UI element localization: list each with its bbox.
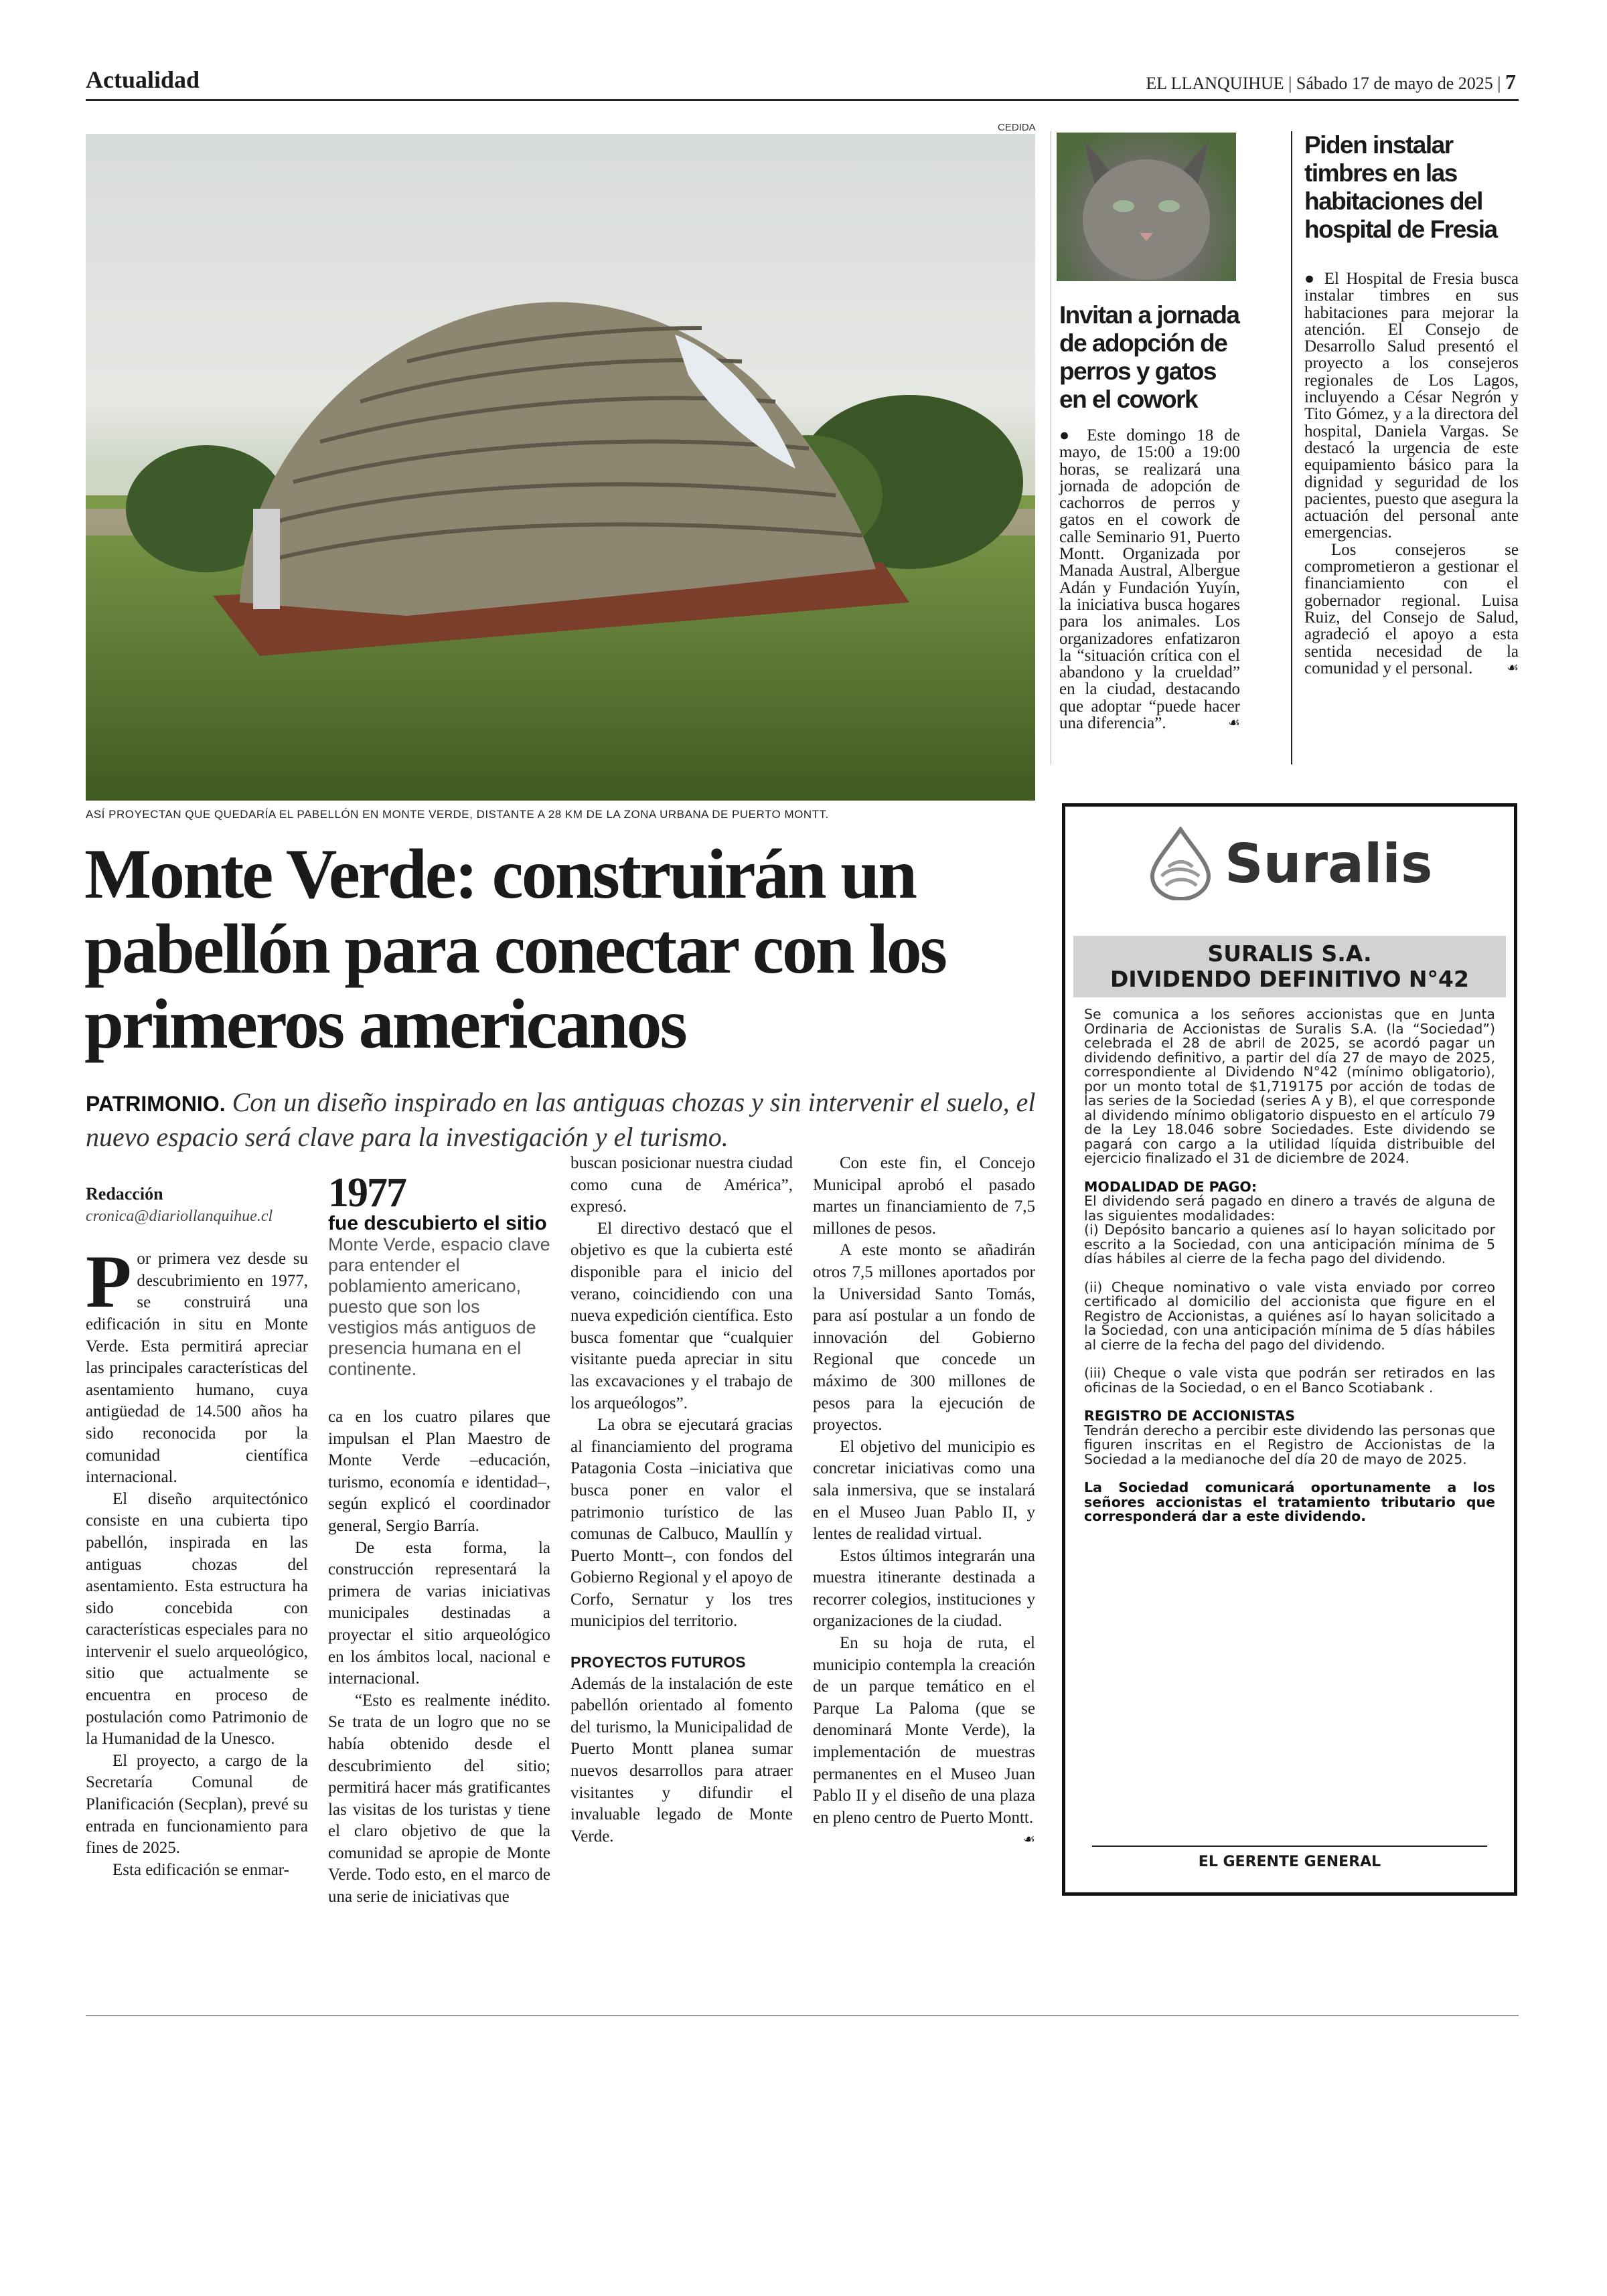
ad-title: SURALIS S.A. DIVIDENDO DEFINITIVO N°42 (1073, 936, 1506, 997)
footer-rule (86, 2015, 1519, 2016)
ad-section-title: REGISTRO DE ACCIONISTAS (1084, 1408, 1296, 1424)
page-number: 7 (1505, 70, 1516, 94)
paragraph: El objetivo del municipio es concretar iniciativas como una sala inmersiva, que se instalará en el Museo Juan Pablo II, y lentes de realidad virtual. (813, 1437, 1035, 1544)
column-4 (813, 1153, 1035, 1851)
logo-text: Suralis (1225, 832, 1433, 895)
headline: Monte Verde: construirán un pabellón para conectar con los primeros americanos (84, 835, 946, 1063)
deck-text: Con un diseño inspirado en las antiguas chozas y sin intervenir el suelo, el nuevo espacio será clave para la investigación y el turismo. (86, 1087, 1036, 1152)
header-rule (86, 99, 1519, 101)
paper-name: EL LLANQUIHUE (1146, 74, 1284, 93)
ad-option: (iii) Cheque o vale vista que podrán ser retirados en las oficinas de la Sociedad, o en el Banco Scotiabank . (1084, 1365, 1495, 1396)
column-divider (1291, 131, 1292, 764)
ad-text: El dividendo será pagado en dinero a través de alguna de las siguientes modalidades: (1084, 1193, 1495, 1224)
byline: Redacción (86, 1184, 163, 1204)
paragraph: Esta edificación se enmar- (112, 1860, 289, 1879)
column-1 (86, 1183, 308, 1881)
ad-option: (i) Depósito bancario a quienes así lo hayan solicitado por escrito a la Sociedad, con una anticipación mínima de 5 días hábiles al cierre de la fecha pago del dividendo. (1084, 1222, 1495, 1266)
pavilion-rendering (86, 134, 1035, 801)
fact-lead: fue descubierto el sitio (328, 1212, 547, 1234)
water-drop-logo-icon (1148, 827, 1213, 900)
column-3 (570, 1153, 793, 1848)
paragraph: ca en los cuatro pilares que impulsan el Plan Maestro de Monte Verde –educación, turismo, economía e identidad–, según explicó el coordinador general, Sergio Barría. (328, 1408, 550, 1535)
fact-box (328, 1213, 550, 1380)
end-mark-icon: ☙ (1507, 660, 1519, 675)
cat-illustration (1057, 133, 1236, 281)
paragraph: La obra se ejecutará gracias al financiamiento del programa Patagonia Costa –iniciativa que busca poner en valor el patrimonio turístico de las comunas de Calbuco, Maullín y Puerto Montt–, con fondos del Gobierno Regional y el apoyo de Corfo, Sernatur y los tres municipios del territorio. (570, 1416, 793, 1631)
ad-closing: La Sociedad comunicará oportunamente a los señores accionistas el tratamiento tributario que corresponderá dar a este dividendo. (1084, 1479, 1495, 1524)
section-name: Actualidad (86, 66, 200, 93)
paragraph: El directivo destacó que el objetivo es que la cubierta esté disponible para el inicio del verano, coincidiendo con una nueva expedición científica. Esto busca fomentar que “cualquier visitante pueda apreciar in situ las excavaciones y el trabajo de los arqueólogos”. (570, 1219, 793, 1412)
brief-text: ● El Hospital de Fresia busca instalar timbres en sus habitaciones para mejorar la atención. El Consejo de Desarrollo Salud presentó el proyecto a los consejeros regionales de Los Lagos, incluyendo a César Negrón y Tito Gómez, y a la directora del hospital, Daniela Vargas. Se destacó la urgencia de este equipamiento básico para la dignidad y seguridad de los pacientes, puesto que asegura la actuación del personal ante emergencias. Los consejeros se comprometieron a gestionar el financiamiento con el gobernador regional. Luisa Ruiz, del Consejo de Salud, agradeció el apoyo a esta sentida necesidad de la comunidad y el personal. ☙ (1304, 270, 1519, 677)
ad-option: (ii) Cheque nominativo o vale vista enviado por correo certificado al domicilio del accionista que figure en el Registro de Accionistas, a quiénes así lo hayan solicitado a la Sociedad, con una anticipación mínima de 5 días hábiles al cierre de la fecha del pago del dividendo. (1084, 1279, 1495, 1353)
ad-signature: EL GERENTE GENERAL (1092, 1846, 1487, 1870)
paragraph: El proyecto, a cargo de la Secretaría Comunal de Planificación (Secplan), prevé su entrada en funcionamiento para fines de 2025. (86, 1751, 308, 1858)
ad-body (1084, 1007, 1495, 1538)
photo-credit: CEDIDA (998, 122, 1036, 133)
paragraph: Además de la instalación de este pabellón orientado al fomento del turismo, la Municipalidad de Puerto Montt planea sumar nuevos desarrollos para atraer visitantes y difundir el invaluable legado de Monte Verde. (570, 1674, 793, 1846)
brief-headline: Invitan a jornada de adopción de perros y gatos en el cowork (1059, 301, 1239, 413)
fact-text: Monte Verde, espacio clave para entender el poblamiento americano, puesto que son los vestigios más antiguos de presencia humana en el continente. (328, 1234, 550, 1379)
cat-photo (1057, 133, 1236, 281)
end-mark-icon: ☙ (1228, 716, 1240, 731)
kicker: PATRIMONIO. (86, 1092, 226, 1116)
column-2 (328, 1170, 550, 1908)
drop-cap: P (86, 1240, 132, 1324)
pavilion-illustration (86, 134, 1035, 801)
end-mark-icon: ☙ (1023, 1832, 1035, 1848)
ad-intro: Se comunica a los señores accionistas que en Junta Ordinaria de Accionistas de Suralis S.A. (la “Sociedad”) celebrada el 28 de abril de 2025, se acordó pagar un dividendo definitivo, a partir del día 27 de mayo de 2025, correspondiente al Dividendo N°42 (mínimo obligatorio), por un monto total de $1,719175 por acción de todas de las series de la Sociedad (series A y B), el que corresponde al dividendo mínimo obligatorio dispuesto en el artículo 79 de la Ley 18.046 sobre Sociedades. Este dividendo se pagará con cargo a la utilidad líquida distribuible del ejercicio finalizado el 31 de diciembre de 2024. (1084, 1006, 1495, 1166)
brief-headline: Piden instalar timbres en las habitaciones del hospital de Fresia (1304, 131, 1497, 243)
photo-caption: ASÍ PROYECTAN QUE QUEDARÍA EL PABELLÓN EN MONTE VERDE, DISTANTE A 28 KM DE LA ZONA URBANA DE PUERTO MONTT. (86, 808, 829, 821)
paragraph: A este monto se añadirán otros 7,5 millones aportados por la Universidad Santo Tomás, para así postular a un fondo de innovación del Gobierno Regional que concede un máximo de 300 millones de pesos para la ejecución de proyectos. (813, 1241, 1035, 1434)
issue-date: Sábado 17 de mayo de 2025 (1296, 74, 1493, 93)
brief-text: ● Este domingo 18 de mayo, de 15:00 a 19:00 horas, se realizará una jornada de adopción de cachorros de perros y gatos en el cowork de calle Seminario 91, Puerto Montt. Organizada por Manada Austral, Albergue Adán y Fundación Yuyín, la iniciativa busca hogares para los animales. Los organizadores enfatizaron la “situación crítica con el abandono y la crueldad” en la ciudad, destacando que adoptar “puede hacer una diferencia”. ☙ (1059, 426, 1241, 733)
ad-section-title: MODALIDAD DE PAGO: (1084, 1178, 1257, 1195)
paragraph: El diseño arquitectónico consiste en una cubierta tipo pabellón, inspirada en las antiguas chozas del asentamiento. Esta estructura ha sido concebida con características especiales para no intervenir el suelo arqueológico, sitio que actualmente se encuentra en proceso de postulación como Patrimonio de la Humanidad de la Unesco. (86, 1489, 308, 1748)
ad-text: Tendrán derecho a percibir este dividendo las personas que figuren inscritas en el Registro de Accionistas de la Sociedad a la medianoche del día 20 de mayo de 2025. (1084, 1422, 1495, 1467)
paragraph: Por primera vez desde su descubrimiento en 1977, se construirá una edificación in situ en Monte Verde. Esta permitirá apreciar las principales características del asentamiento humano, cuya antigüedad de 14.500 años ha sido reconocida por la comunidad científica internacional. (86, 1240, 308, 1487)
paragraph: En su hoja de ruta, el municipio contempla la creación de un parque temático en el Parque La Paloma (que se denominará Monte Verde), la implementación de muestras permanentes en el Museo Juan Pablo II y el diseño de una plaza en pleno centro de Puerto Montt. ☙ (813, 1633, 1035, 1829)
paragraph: Estos últimos integrarán una muestra itinerante destinada a recorrer colegios, instituciones y organizaciones de la ciudad. (813, 1546, 1035, 1631)
suralis-ad (1062, 803, 1517, 1896)
suralis-logo (1148, 827, 1432, 900)
author-email[interactable]: cronica@diariollanquihue.cl (86, 1207, 273, 1225)
fact-number: 1977 (328, 1170, 406, 1216)
paragraph: De esta forma, la construcción representará la primera de varias iniciativas municipales destinadas a proyectar el sitio arqueológico en los ámbitos local, nacional e internacional. (328, 1538, 550, 1688)
subhead: PROYECTOS FUTUROS (570, 1653, 746, 1671)
paragraph: buscan posicionar nuestra ciudad como cuna de América”, expresó. (570, 1154, 793, 1216)
folio: EL LLANQUIHUE | Sábado 17 de mayo de 2025 | 7 (1146, 70, 1516, 94)
paragraph: Con este fin, el Concejo Municipal aprobó el pasado martes un financiamiento de 7,5 millones de pesos. (813, 1154, 1035, 1238)
deck (86, 1086, 1037, 1154)
paragraph: “Esto es realmente inédito. Se trata de un logro que no se había obtenido desde el descubrimiento del sitio; permitirá hacer más gratificantes las visitas de los turistas y tiene el claro objetivo de que la comunidad se apropie de Monte Verde. Todo esto, en el marco de una serie de iniciativas que (328, 1691, 550, 1906)
